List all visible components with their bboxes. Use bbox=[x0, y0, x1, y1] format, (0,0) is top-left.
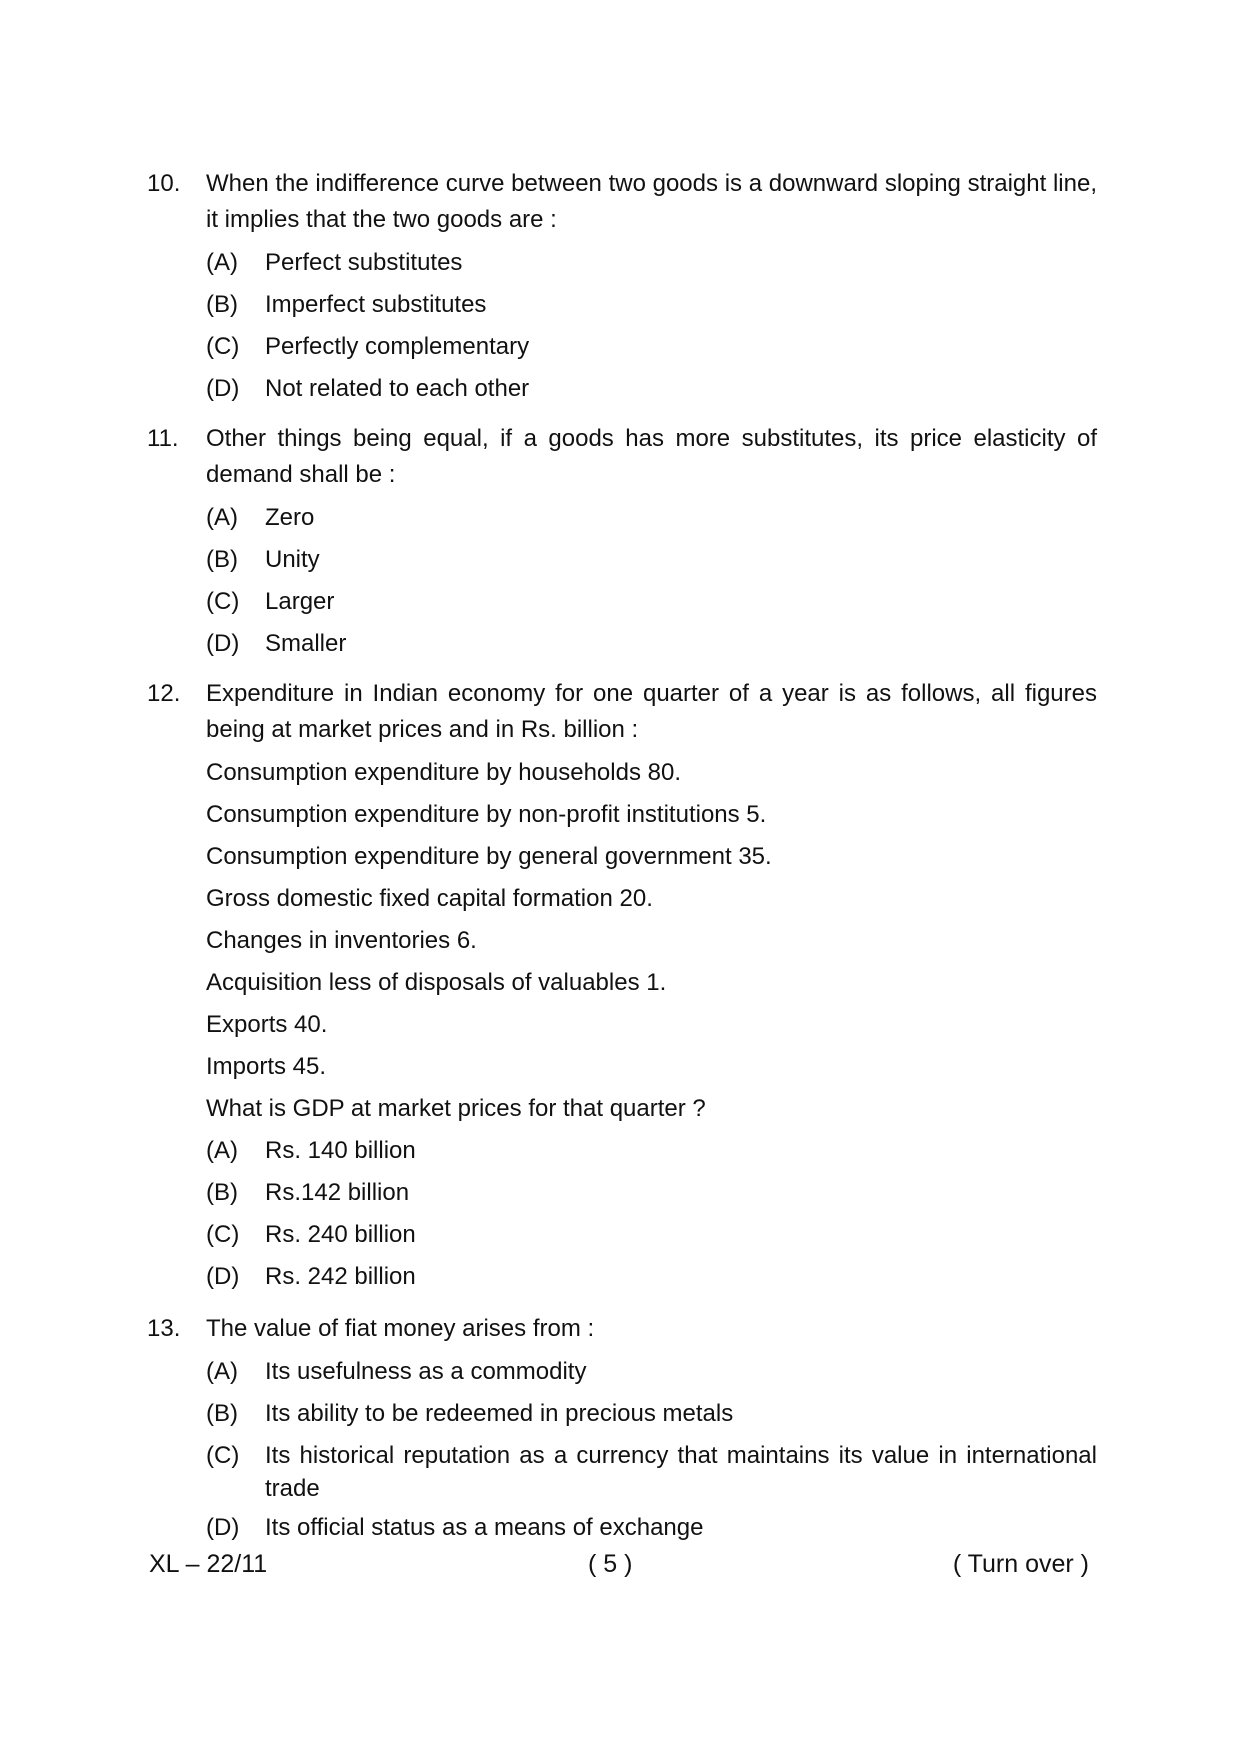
option-text: Rs. 240 billion bbox=[265, 1221, 416, 1248]
option-d bbox=[206, 1256, 1097, 1298]
option-list bbox=[147, 1351, 1097, 1549]
option-text: Rs. 140 billion bbox=[265, 1137, 416, 1164]
option-label: (B) bbox=[206, 1400, 238, 1427]
question-12 bbox=[147, 676, 1097, 1298]
option-label: (C) bbox=[206, 588, 240, 615]
option-text: Zero bbox=[265, 504, 315, 531]
option-text: Its usefulness as a commodity bbox=[265, 1358, 587, 1385]
option-b bbox=[206, 539, 1097, 581]
option-text: Rs. 242 billion bbox=[265, 1263, 416, 1290]
footer-code: XL – 22/11 bbox=[149, 1550, 268, 1578]
option-label: (A) bbox=[206, 1358, 238, 1385]
option-c bbox=[206, 581, 1097, 623]
option-label: (C) bbox=[206, 1442, 240, 1469]
expenditure-line: Consumption expenditure by general government 35. bbox=[206, 843, 772, 870]
option-b bbox=[206, 1393, 1097, 1435]
option-a bbox=[206, 1351, 1097, 1393]
option-a bbox=[206, 1130, 1097, 1172]
option-c bbox=[206, 326, 1097, 368]
option-label: (C) bbox=[206, 333, 240, 360]
option-text: Perfectly complementary bbox=[265, 333, 530, 360]
expenditure-line: Imports 45. bbox=[206, 1053, 327, 1080]
option-list bbox=[147, 1130, 1097, 1298]
question-number: 12. bbox=[147, 680, 181, 707]
option-a bbox=[206, 242, 1097, 284]
option-label: (B) bbox=[206, 1179, 238, 1206]
option-text: Its official status as a means of exchange bbox=[265, 1514, 704, 1541]
expenditure-line: Exports 40. bbox=[206, 1011, 328, 1038]
sub-question-text: What is GDP at market prices for that quarter ? bbox=[206, 1095, 706, 1122]
option-label: (A) bbox=[206, 504, 238, 531]
option-text: Perfect substitutes bbox=[265, 249, 463, 276]
option-list bbox=[147, 497, 1097, 665]
question-text: Other things being equal, if a goods has more substitutes, its price elasticity of demand shall be : bbox=[206, 425, 1097, 488]
option-label: (B) bbox=[206, 291, 238, 318]
option-label: (D) bbox=[206, 1514, 240, 1541]
option-label: (C) bbox=[206, 1221, 240, 1248]
option-text: Not related to each other bbox=[265, 375, 530, 402]
option-label: (D) bbox=[206, 375, 240, 402]
question-number: 10. bbox=[147, 170, 181, 197]
expenditure-line: Consumption expenditure by households 80. bbox=[206, 759, 681, 786]
question-10 bbox=[147, 166, 1097, 410]
option-list bbox=[147, 242, 1097, 410]
option-d bbox=[206, 368, 1097, 410]
option-c bbox=[206, 1435, 1097, 1505]
page-number: ( 5 ) bbox=[588, 1550, 633, 1578]
expenditure-list bbox=[147, 752, 1097, 1130]
question-11 bbox=[147, 421, 1097, 665]
option-label: (A) bbox=[206, 249, 238, 276]
option-d bbox=[206, 1507, 1097, 1549]
option-text: Its historical reputation as a currency that maintains its value in international trade bbox=[265, 1442, 1097, 1502]
option-a bbox=[206, 497, 1097, 539]
option-text: Unity bbox=[265, 546, 320, 573]
question-text: When the indifference curve between two goods is a downward sloping straight line, it implies that the two goods are : bbox=[206, 170, 1097, 233]
option-text: Imperfect substitutes bbox=[265, 291, 487, 318]
expenditure-line: Gross domestic fixed capital formation 20. bbox=[206, 885, 653, 912]
option-text: Its ability to be redeemed in precious metals bbox=[265, 1400, 734, 1427]
question-text: Expenditure in Indian economy for one quarter of a year is as follows, all figures being at market prices and in Rs. billion : bbox=[206, 680, 1097, 743]
expenditure-line: Consumption expenditure by non-profit institutions 5. bbox=[206, 801, 767, 828]
question-13 bbox=[147, 1311, 1097, 1549]
turn-over-note: ( Turn over ) bbox=[952, 1550, 1089, 1578]
question-number: 13. bbox=[147, 1315, 181, 1342]
option-label: (B) bbox=[206, 546, 238, 573]
question-text: The value of fiat money arises from : bbox=[206, 1315, 595, 1342]
option-d bbox=[206, 623, 1097, 665]
option-b bbox=[206, 284, 1097, 326]
option-label: (D) bbox=[206, 630, 240, 657]
option-b bbox=[206, 1172, 1097, 1214]
option-c bbox=[206, 1214, 1097, 1256]
option-label: (A) bbox=[206, 1137, 238, 1164]
expenditure-line: Changes in inventories 6. bbox=[206, 927, 477, 954]
option-label: (D) bbox=[206, 1263, 240, 1290]
expenditure-line: Acquisition less of disposals of valuables 1. bbox=[206, 969, 667, 996]
option-text: Larger bbox=[265, 588, 335, 615]
option-text: Smaller bbox=[265, 630, 347, 657]
option-text: Rs.142 billion bbox=[265, 1179, 410, 1206]
question-number: 11. bbox=[147, 425, 179, 452]
